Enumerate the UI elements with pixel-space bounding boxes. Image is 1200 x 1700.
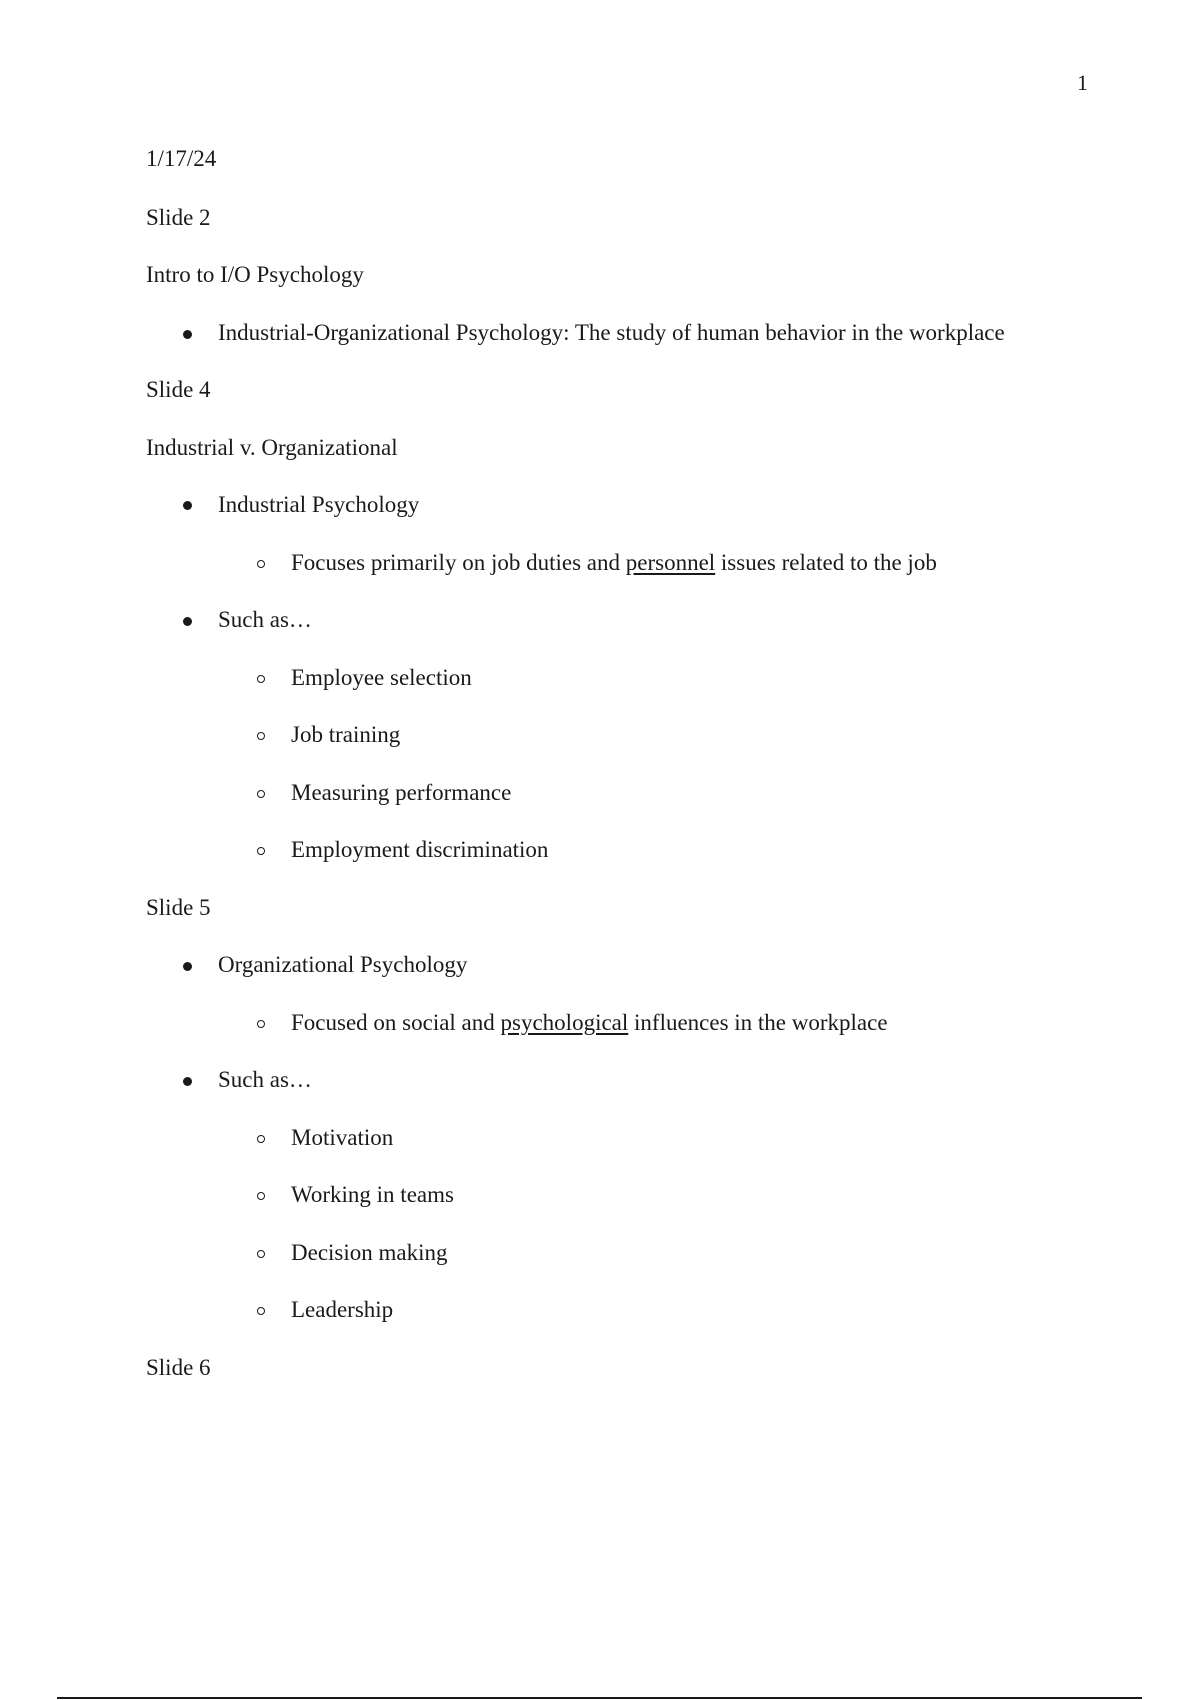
circle-bullet-icon (257, 790, 265, 798)
slide-5-heading: Slide 5 (146, 895, 211, 920)
date-line: 1/17/24 (146, 146, 217, 171)
circle-bullet-icon (257, 1192, 265, 1200)
list-item: Working in teams (291, 1182, 454, 1207)
circle-bullet-icon (257, 675, 265, 683)
slide-5-bullet-such-as: Such as… (218, 1067, 312, 1092)
sub-focus-text-end: issues related to the job (715, 550, 937, 575)
slide-4-heading: Slide 4 (146, 377, 211, 402)
slide-2-bullet: Industrial-Organizational Psychology: The study of human behavior in the workplace (218, 320, 1005, 345)
circle-bullet-icon (257, 1307, 265, 1315)
list-item: Job training (291, 722, 401, 747)
disc-bullet-icon (183, 962, 192, 971)
circle-bullet-icon (257, 1135, 265, 1143)
circle-bullet-icon (257, 1020, 265, 1028)
psychological-underlined-word: psychological (500, 1010, 629, 1035)
slide-4-title: Industrial v. Organizational (146, 435, 398, 460)
disc-bullet-icon (183, 1077, 192, 1086)
slide-2-title: Intro to I/O Psychology (146, 262, 364, 287)
list-item: Measuring performance (291, 780, 512, 805)
disc-bullet-icon (183, 501, 192, 510)
circle-bullet-icon (257, 560, 265, 568)
circle-bullet-icon (257, 847, 265, 855)
list-item: Leadership (291, 1297, 394, 1322)
page-number: 1 (1077, 70, 1088, 95)
list-item: Decision making (291, 1240, 448, 1265)
slide-4-sub-focus (291, 548, 937, 578)
circle-bullet-icon (257, 732, 265, 740)
page-bottom-rule (57, 1697, 1142, 1699)
slide-4-bullet-such-as: Such as… (218, 607, 312, 632)
slide-5-sub-focus (291, 1008, 888, 1038)
sub-focus-text-end: influences in the workplace (628, 1010, 888, 1035)
sub-focus-text-start: Focuses primarily on job duties and (291, 550, 626, 575)
disc-bullet-icon (183, 617, 192, 626)
slide-2-heading: Slide 2 (146, 205, 211, 230)
personnel-underlined-word: personnel (625, 550, 716, 575)
slide-6-heading: Slide 6 (146, 1355, 211, 1380)
list-item: Motivation (291, 1125, 394, 1150)
slide-5-bullet-organizational: Organizational Psychology (218, 952, 468, 977)
list-item: Employee selection (291, 665, 472, 690)
list-item: Employment discrimination (291, 837, 549, 862)
slide-4-bullet-industrial: Industrial Psychology (218, 492, 420, 517)
circle-bullet-icon (257, 1250, 265, 1258)
sub-focus-text-start: Focused on social and (291, 1010, 501, 1035)
disc-bullet-icon (183, 330, 192, 339)
